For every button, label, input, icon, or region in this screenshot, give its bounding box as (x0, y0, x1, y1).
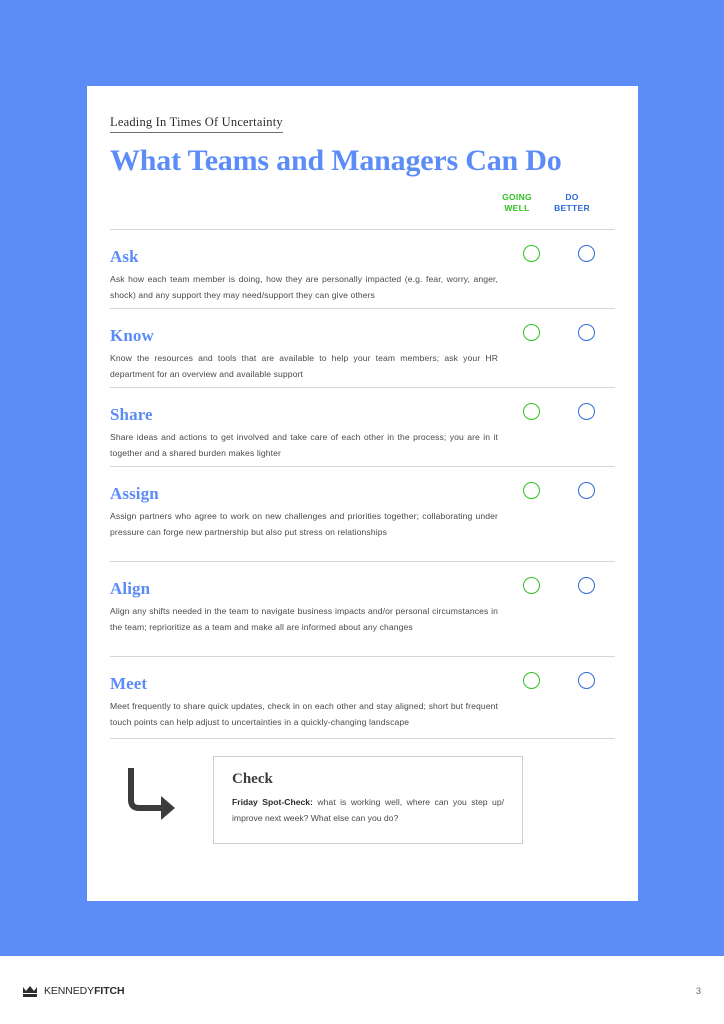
row-description: Ask how each team member is doing, how they are personally impacted (e.g. fear, worry, anger, shock) and any support they may need/support they can give others (110, 274, 498, 300)
check-section (110, 756, 615, 861)
checkbox-do-better[interactable] (578, 577, 595, 594)
check-title: Check (232, 771, 273, 787)
brand-logo-text (44, 985, 124, 997)
column-header-do-better-line1: DO (565, 192, 579, 202)
checkbox-do-better[interactable] (578, 482, 595, 499)
column-header-going-well (491, 192, 543, 213)
column-header-going-well-line1: GOING (502, 192, 532, 202)
row-label: Assign (110, 484, 159, 503)
column-header-do-better-line2: BETTER (554, 202, 590, 213)
checkbox-going-well[interactable] (523, 403, 540, 420)
table-row (110, 561, 615, 656)
page-title: What Teams and Managers Can Do (110, 144, 562, 177)
brand-logo-light: KENNEDY (44, 985, 95, 997)
checkbox-do-better[interactable] (578, 324, 595, 341)
table-divider (110, 738, 615, 739)
row-label: Meet (110, 674, 148, 693)
row-description: Meet frequently to share quick updates, check in on each other and stay aligned; short but frequent touch points can help adjust to uncertainties in a quickly-changing landscape (110, 701, 498, 727)
row-checkboxes (505, 672, 615, 696)
row-description: Align any shifts needed in the team to navigate business impacts and/or personal circumstances in the team; reprioritize as a team and make all are informed about any changes (110, 606, 498, 632)
table-row (110, 387, 615, 466)
row-checkboxes (505, 245, 615, 269)
checklist-rows (110, 229, 615, 861)
checkbox-going-well[interactable] (523, 577, 540, 594)
row-description: Share ideas and actions to get involved and take care of each other in the process; you are in it together and a shared burden makes lighter (110, 432, 498, 458)
row-checkboxes (505, 577, 615, 601)
row-checkboxes (505, 324, 615, 348)
checkbox-do-better[interactable] (578, 672, 595, 689)
crown-logo-icon (22, 983, 38, 999)
row-checkboxes (505, 482, 615, 506)
row-label: Know (110, 326, 154, 345)
column-header-do-better (546, 192, 598, 213)
brand-logo-bold: FITCH (94, 985, 125, 997)
sheet-header (110, 113, 615, 177)
arrow-down-right-icon (125, 764, 183, 822)
page-footer (0, 956, 724, 1024)
table-row (110, 229, 615, 308)
row-label: Align (110, 579, 151, 598)
check-body: what is working well, where can you step up/ improve next week? What else can you do? (232, 797, 504, 823)
column-headers (491, 192, 601, 222)
row-description: Assign partners who agree to work on new challenges and priorities together; collaborating under pressure can forge new partnership but also put stress on relationships (110, 511, 498, 537)
checkbox-going-well[interactable] (523, 482, 540, 499)
table-row (110, 466, 615, 561)
page-number: 3 (695, 986, 701, 996)
table-row (110, 656, 615, 738)
worksheet-sheet (87, 86, 638, 901)
brand-logo (22, 983, 124, 999)
table-row (110, 308, 615, 387)
column-header-going-well-line2: WELL (504, 202, 530, 213)
checkbox-going-well[interactable] (523, 245, 540, 262)
row-label: Share (110, 405, 153, 424)
checkbox-going-well[interactable] (523, 324, 540, 341)
check-callout-box (213, 756, 523, 844)
checkbox-do-better[interactable] (578, 245, 595, 262)
check-text (232, 795, 504, 827)
row-description: Know the resources and tools that are available to help your team members; ask your HR department for an overview and available support (110, 353, 498, 379)
row-checkboxes (505, 403, 615, 427)
eyebrow-label: Leading In Times Of Uncertainty (110, 115, 283, 133)
checkbox-going-well[interactable] (523, 672, 540, 689)
check-lead: Friday Spot-Check: (232, 797, 313, 807)
checkbox-do-better[interactable] (578, 403, 595, 420)
row-label: Ask (110, 247, 139, 266)
